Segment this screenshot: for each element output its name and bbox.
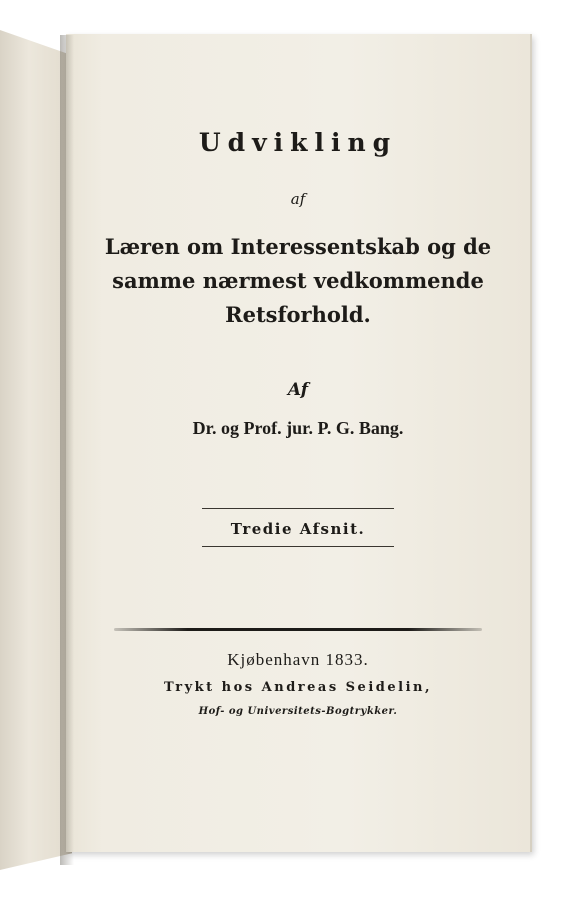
subject-line-2: samme nærmest vedkommende (112, 268, 484, 293)
title-connector: af (290, 190, 306, 208)
imprint-printer: Trykt hos Andreas Seidelin, (164, 680, 432, 695)
imprint-divider (114, 628, 482, 631)
spine-shadow (60, 35, 74, 865)
imprint-place-year: Kjøbenhavn 1833. (227, 650, 369, 669)
section-rule-top (202, 508, 394, 509)
book-title: Udvikling (198, 128, 398, 157)
subject-line-1: Læren om Interessentskab og de (104, 234, 492, 259)
book-subject (66, 230, 530, 332)
author-name: Dr. og Prof. jur. P. G. Bang. (192, 418, 404, 438)
author-prefix: Af (287, 380, 309, 400)
subject-line-3: Retsforhold. (225, 302, 371, 327)
imprint-printer-title: Hof- og Universitets-Bogtrykker. (198, 706, 398, 717)
section-label: Tredie Afsnit. (230, 520, 366, 538)
section-rule-bottom (202, 546, 394, 547)
title-page (66, 34, 532, 852)
